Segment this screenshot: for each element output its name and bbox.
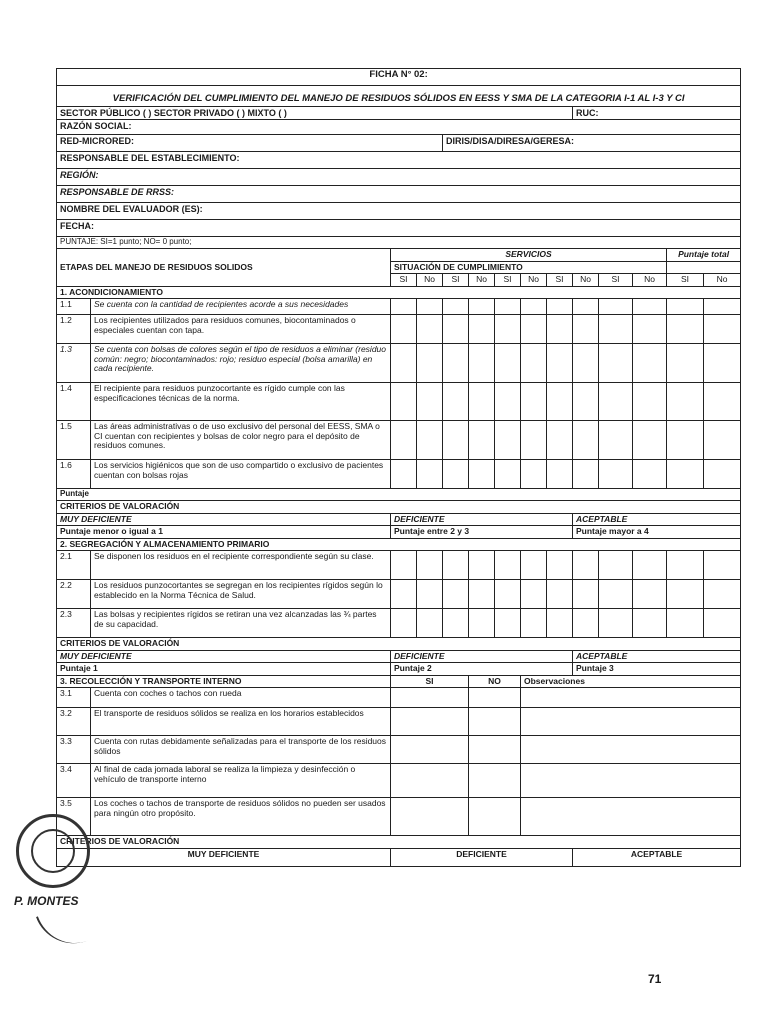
deficiente-label: DEFICIENTE [391, 848, 573, 866]
diris-field: DIRIS/DISA/DIRESA/GERESA: [443, 135, 741, 152]
item-number: 2.3 [57, 609, 91, 638]
item-text: El transporte de residuos sólidos se realiza en los horarios establecidos [91, 708, 391, 736]
muy-deficiente-value: Puntaje 1 [57, 663, 391, 676]
item-number: 3.1 [57, 688, 91, 708]
deficiente-label: DEFICIENTE [391, 650, 573, 663]
puntaje-legend: PUNTAJE: SI=1 punto; NO= 0 punto; [57, 237, 741, 249]
section3-title: 3. RECOLECCIÓN Y TRANSPORTE INTERNO [57, 675, 391, 688]
red-microred-field: RED-MICRORED: [57, 135, 443, 152]
muy-deficiente-label: MUY DEFICIENTE [57, 513, 391, 526]
item-text: Al final de cada jornada laboral se realiza la limpieza y desinfección o vehículo de transporte interno [91, 764, 391, 798]
aceptable-label: ACEPTABLE [573, 650, 741, 663]
situacion-header: SITUACIÓN DE CUMPLIMIENTO [391, 261, 667, 274]
signature-name: P. MONTES [14, 894, 79, 908]
evaluador-field: NOMBRE DEL EVALUADOR (ES): [57, 203, 741, 220]
si-col: SI [599, 274, 633, 287]
sector-field: SECTOR PÚBLICO ( ) SECTOR PRIVADO ( ) MIXTO ( ) [57, 107, 573, 120]
si-col: SI [391, 675, 469, 688]
no-col: NO [469, 675, 521, 688]
deficiente-value: Puntaje entre 2 y 3 [391, 526, 573, 539]
item-number: 3.5 [57, 798, 91, 836]
official-seal-icon [16, 814, 90, 888]
section1-title: 1. ACONDICIONAMIENTO [57, 286, 741, 299]
region-field: REGIÓN: [57, 169, 741, 186]
section1-criterios: CRITERIOS DE VALORACIÓN [57, 501, 741, 514]
deficiente-value: Puntaje 2 [391, 663, 573, 676]
si-col: SI [495, 274, 521, 287]
etapas-header: ETAPAS DEL MANEJO DE RESIDUOS SOLIDOS [57, 249, 391, 287]
item-text: Los servicios higiénicos que son de uso compartido o exclusivo de pacientes cuentan con bolsas rojas [91, 460, 391, 489]
item-text: Las áreas administrativas o de uso exclusivo del personal del EESS, SMA o CI cuentan con recipientes y bolsas de color negro para el depósito de residuos comunes. [91, 421, 391, 460]
item-text: Cuenta con coches o tachos con rueda [91, 688, 391, 708]
item-text: Las bolsas y recipientes rígidos se retiran una vez alcanzadas las ¾ partes de su capacidad. [91, 609, 391, 638]
item-text: El recipiente para residuos punzocortante es rígido cumple con las especificaciones técnicas de la norma. [91, 383, 391, 421]
item-number: 2.1 [57, 551, 91, 580]
item-number: 1.5 [57, 421, 91, 460]
section1-puntaje: Puntaje [57, 489, 741, 501]
no-col: No [417, 274, 443, 287]
ruc-field: RUC: [573, 107, 741, 120]
item-number: 3.4 [57, 764, 91, 798]
aceptable-label: ACEPTABLE [573, 848, 741, 866]
page-number: 71 [648, 972, 662, 986]
verification-form [56, 68, 740, 867]
no-col: No [469, 274, 495, 287]
item-number: 1.4 [57, 383, 91, 421]
si-col: SI [667, 274, 704, 287]
item-number: 1.1 [57, 299, 91, 315]
servicios-header: SERVICIOS [391, 249, 667, 262]
responsable-establecimiento-field: RESPONSABLE DEL ESTABLECIMIENTO: [57, 152, 741, 169]
ficha-number: FICHA N° 02: [57, 69, 741, 86]
no-col: No [704, 274, 741, 287]
item-text: Los recipientes utilizados para residuos comunes, biocontaminados o especiales cuentan con tapa. [91, 315, 391, 344]
section3-criterios: CRITERIOS DE VALORACIÓN [57, 836, 741, 849]
si-col: SI [391, 274, 417, 287]
puntaje-total-header: Puntaje total [667, 249, 741, 262]
item-text: Cuenta con rutas debidamente señalizadas para el transporte de los residuos sólidos [91, 736, 391, 764]
item-text: Los coches o tachos de transporte de residuos sólidos no pueden ser usados para ningún otro propósito. [91, 798, 391, 836]
item-text: Se cuenta con bolsas de colores según el tipo de residuos a eliminar (residuo común: negro; biocontaminados: rojo; residuo especial (bolsa amarilla) en cada recipiente. [91, 344, 391, 383]
deficiente-label: DEFICIENTE [391, 513, 573, 526]
form-table [56, 68, 741, 867]
fecha-field: FECHA: [57, 220, 741, 237]
item-number: 1.2 [57, 315, 91, 344]
si-col: SI [443, 274, 469, 287]
no-col: No [521, 274, 547, 287]
item-number: 3.2 [57, 708, 91, 736]
muy-deficiente-label: MUY DEFICIENTE [57, 848, 391, 866]
aceptable-value: Puntaje mayor a 4 [573, 526, 741, 539]
muy-deficiente-value: Puntaje menor o igual a 1 [57, 526, 391, 539]
item-number: 1.6 [57, 460, 91, 489]
no-col: No [633, 274, 667, 287]
responsable-rrss-field: RESPONSABLE DE RRSS: [57, 186, 741, 203]
section2-title: 2. SEGREGACIÓN Y ALMACENAMIENTO PRIMARIO [57, 538, 741, 551]
aceptable-label: ACEPTABLE [573, 513, 741, 526]
no-col: No [573, 274, 599, 287]
razon-social-field: RAZÓN SOCIAL: [57, 120, 741, 135]
muy-deficiente-label: MUY DEFICIENTE [57, 650, 391, 663]
item-text: Se disponen los residuos en el recipiente correspondiente según su clase. [91, 551, 391, 580]
item-number: 2.2 [57, 580, 91, 609]
si-col: SI [547, 274, 573, 287]
item-text: Se cuenta con la cantidad de recipientes acorde a sus necesidades [91, 299, 391, 315]
aceptable-value: Puntaje 3 [573, 663, 741, 676]
section2-criterios: CRITERIOS DE VALORACIÓN [57, 638, 741, 651]
item-number: 1.3 [57, 344, 91, 383]
item-text: Los residuos punzocortantes se segregan en los recipientes rígidos según lo establecido en la Norma Técnica de Salud. [91, 580, 391, 609]
item-number: 3.3 [57, 736, 91, 764]
form-title: VERIFICACIÓN DEL CUMPLIMIENTO DEL MANEJO DE RESIDUOS SÓLIDOS EN EESS Y SMA DE LA CATEGORIA I-1 AL I-3 Y CI [57, 86, 741, 107]
observaciones-col: Observaciones [521, 675, 741, 688]
